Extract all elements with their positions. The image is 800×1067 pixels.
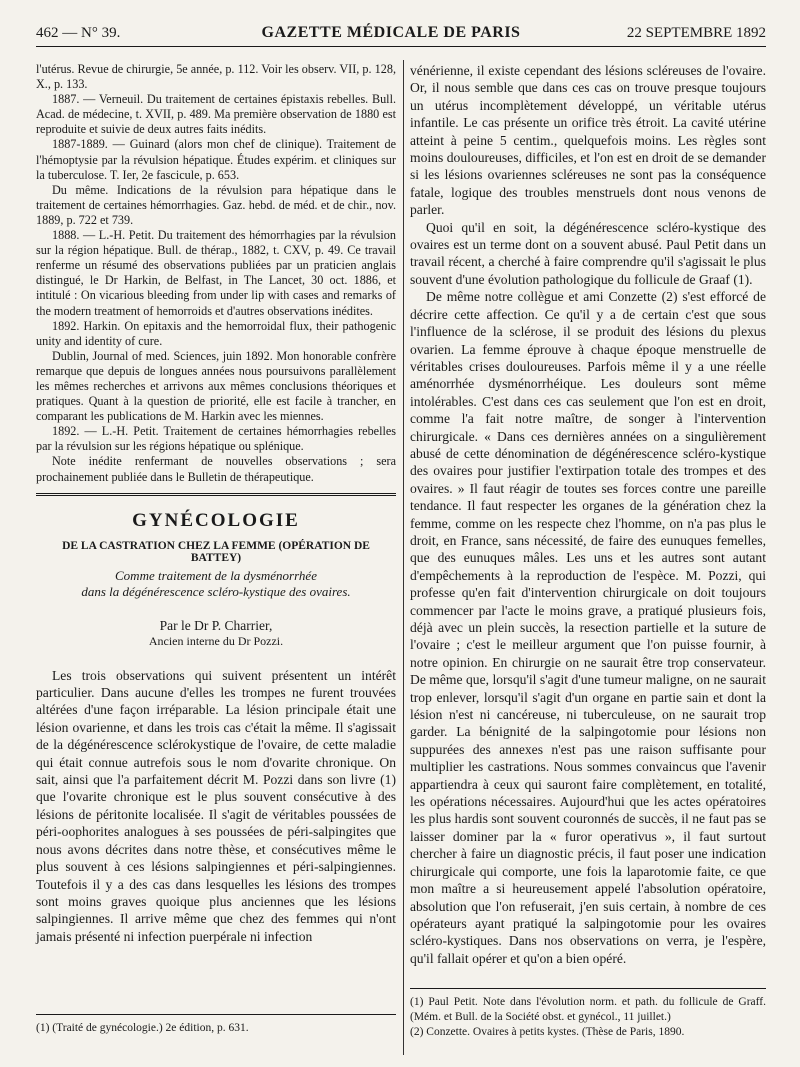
paragraph: De même notre collègue et ami Conzette (2) s'est efforcé de décrire cette affection. Ce qu'il y a de certain c'est que sous l'influence de la sclérose, il se produit des lésions du plexus ovarien. La femme éprouve à chaque époque menstruelle de véritables crises douloureuses. Parfois même il y a une réelle aménorrhée dysménorrhéique. Les douleurs sont même intolérables. C'est dans ces cas seulement que l'on est en droit, comme l'a fait notre maître, de songer à l'intervention chirurgicale. « Dans ces dernières années on a singulièrement abusé de cette dénomination de dégénérescence scléro-kystique des ovaires pour justifier l'extirpation totale des trompes et des ovaires. » Il faut réagir de toutes ses forces contre une pareille tendance. Il faut respecter les organes de la génération chez la femme, comme on les respecte chez l'homme, on n'a pas plus le droit, en France, sans nécessité, de faire des eunuques femelles, que des eunuques mâles. Les uns et les autres sont autant d'empêchements à la reproduction de l'espèce. M. Pozzi, qui professe qu'en fait d'intervention chirurgicale on doit toujours commencer par l'acte le moins grave, a pratiqué plusieurs fois, déjà avec un plein succès, la resection partielle et la suture de l'ovaire ; c'est le meilleur argument que l'on puisse fournir, à notre opinion. En chirurgie on ne saurait être trop conservateur. De même que, lorsqu'il s'agit d'une tumeur maligne, on ne saurait trop enlever, lorsqu'il s'agit d'un organe en partie sain et dont la lésion n'est ni cancéreuse, ni tuberculeuse, on ne saurait trop garder. La bénignité de la salpingotomie pour lésions non suppurées des annexes n'est pas une raison suffisante pour multiplier les castrations. Nous sommes convaincus que l'avenir appartiendra à ceux qui sauront faire complètement, en totalité, les opérations nécessaires. Aujourd'hui que les actes opératoires les plus hardis sont souvent couronnés de succès, il ne faut pas se laisser dominer par la « furor operativus », il faut surtout chercher à faire un diagnostic précis, il faut poser une indication chirurgicale qui comporte, une fois la laparotomie faite, ce que mon maître a si heureusement appelé l'absolution opératoire, absolution que l'on refuserait, j'en suis certain, à nombre de ces opérateurs ayant pratiqué la salpingotomie pour les ovaires scléro-kystiques. Dans nos observations on verra, je l'espère, qu'il fallait opérer et qu'on a bien opéré. (410, 289, 766, 966)
reference: 1887. — Verneuil. Du traitement de certaines épistaxis rebelles. Bull. Acad. de médecine, t. XVII, p. 489. Ma première observation de 1880 est reproduite et suivie de deux autres faits inédits. (36, 92, 396, 137)
reference: 1888. — L.-H. Petit. Du traitement des hémorrhagies par la révulsion sur la région hépatique. Bull. de thérap., 1882, t. CXV, p. 49. Ce travail renferme un résumé des observations publiées par un praticien anglais distingué, le Dr Harkin, de Belfast, in The Lancet, 30 oct. 1886, et intitulé : On vicarious bleeding from under lip with cases and remarks of the modern treatment of hemorroids et d'autres observations inédites. (36, 228, 396, 318)
author-affiliation: Ancien interne du Dr Pozzi. (148, 633, 284, 648)
paragraph: Les trois observations qui suivent présentent un intérêt particulier. Dans aucune d'elles les trompes ne furent trouvées altérées d'une façon irréparable. La lésion principale était une lésion ovarienne, et dans les trois cas c'était la même. Il s'agissait de la dégénérescence sclérokystique de l'ovaire, de cette maladie qui était connue autrefois sous le nom d'ovarite chronique. On sait, ainsi que l'a parfaitement décrit M. Pozzi dans son livre (1) que l'ovarite chronique est le plus souvent consécutive à des lésions de péritonite localisée. Il s'agit de véritables poussées de péri-oophorites analogues à ses poussées de péri-salpingites que nous avons décrites dans notre thèse, et consécutives même le plus souvent à ces lésions salpingiennes et péri-salpingiennes. Toutefois il y a des cas dans lesquelles les lésions des trompes sont moins graves quoique plus anciennes que les lésions salpingiennes. Il arrive même que chez des femmes qui n'ont jamais présenté ni infection puerpérale ni infection (36, 667, 396, 944)
section-title: GYNÉCOLOGIE (132, 509, 300, 531)
page-number: 462 — N° 39. (36, 24, 121, 41)
article-body-left (36, 667, 396, 946)
left-column (36, 62, 396, 1034)
article-subtitle-1: Comme traitement de la dysménorrhée (115, 567, 317, 583)
reference: l'utérus. Revue de chirurgie, 5e année, p. 112. Voir les observ. VII, p. 128, X., p. 133. (36, 62, 396, 92)
paragraph: Quoi qu'il en soit, la dégénérescence scléro-kystique des ovaires est un terme dont on a souvent abusé. Paul Petit dans un travail récent, a cherché à faire comprendre qu'il s'agissait le plus souvent d'une évolution pathologique du follicule de Graaf (1). (410, 219, 766, 287)
column-divider (403, 60, 404, 1055)
article-body-right (410, 62, 766, 967)
reference: 1892. — L.-H. Petit. Traitement de certaines hémorrhagies rebelles par la révulsion sur les régions hépatique ou splénique. (36, 424, 396, 454)
section-rule (36, 493, 396, 496)
paragraph: vénérienne, il existe cependant des lésions scléreuses de l'ovaire. Or, il nous semble que dans ces cas on trouve presque toujours un utérus incomplètement développé, un véritable utérus infantile. Le cas présente un orifice très étroit. La cavité utérine atteint à peine 5 centim., quelquefois moins. Les règles sont moins douloureuses, difficiles, et l'on est en droit de se demander si les lésions ovariennes scléreuses ne sont pas la conséquence fatale, logique des troubles menstruels dont nous venons de parler. (410, 63, 766, 218)
issue-date: 22 SEPTEMBRE 1892 (626, 24, 766, 41)
reference: Du même. Indications de la révulsion para hépatique dans le traitement de certaines hémorrhagies. Gaz. hebd. de méd. et de chir., nov. 1889, p. 722 et 739. (36, 182, 396, 227)
reference: Dublin, Journal of med. Sciences, juin 1892. Mon honorable confrère remarque que depuis de longues années nous poursuivons parallèlement les mêmes recherches et arrivons aux mêmes conclusions théoriques et pratiques. Quant à la question de priorité, elle est facile à trancher, en comparant les publications de M. Harkin avec les miennes. (36, 348, 396, 424)
footnote: (1) (Traité de gynécologie.) 2e édition, p. 631. (36, 1022, 249, 1034)
footnote: (1) Paul Petit. Note dans l'évolution norm. et path. du follicule de Graff. (Mém. et Bull. de la Société obst. et gynécol., 11 juillet.) (410, 996, 766, 1023)
reference: 1892. Harkin. On epitaxis and the hemorroidal flux, their pathogenic unity and identity of cure. (36, 318, 396, 348)
author: Par le Dr P. Charrier, (159, 617, 273, 633)
article-subtitle-2: dans la dégénérescence scléro-kystique des ovaires. (81, 583, 351, 599)
reference: 1887-1889. — Guinard (alors mon chef de clinique). Traitement de l'hémoptysie par la révulsion hépatique. Études expérim. et cliniques sur la tuberculose. T. Ier, 2e fascicule, p. 653. (36, 137, 396, 182)
article-title: DE LA CASTRATION CHEZ LA FEMME (OPÉRATION DE BATTEY) (62, 539, 370, 564)
footnote-rule (410, 988, 766, 989)
journal-title: GAZETTE MÉDICALE DE PARIS (261, 24, 521, 41)
footnote-rule (36, 1014, 396, 1015)
page-header (36, 20, 766, 47)
reference: Note inédite renfermant de nouvelles observations ; sera prochainement publiée dans le Bulletin de thérapeutique. (36, 454, 396, 484)
footnote: (2) Conzette. Ovaires à petits kystes. (Thèse de Paris, 1890. (410, 1026, 685, 1038)
footnotes-right (410, 988, 766, 1040)
footnotes-left (36, 1014, 396, 1036)
right-column (410, 62, 766, 1038)
bibliography (36, 62, 396, 485)
